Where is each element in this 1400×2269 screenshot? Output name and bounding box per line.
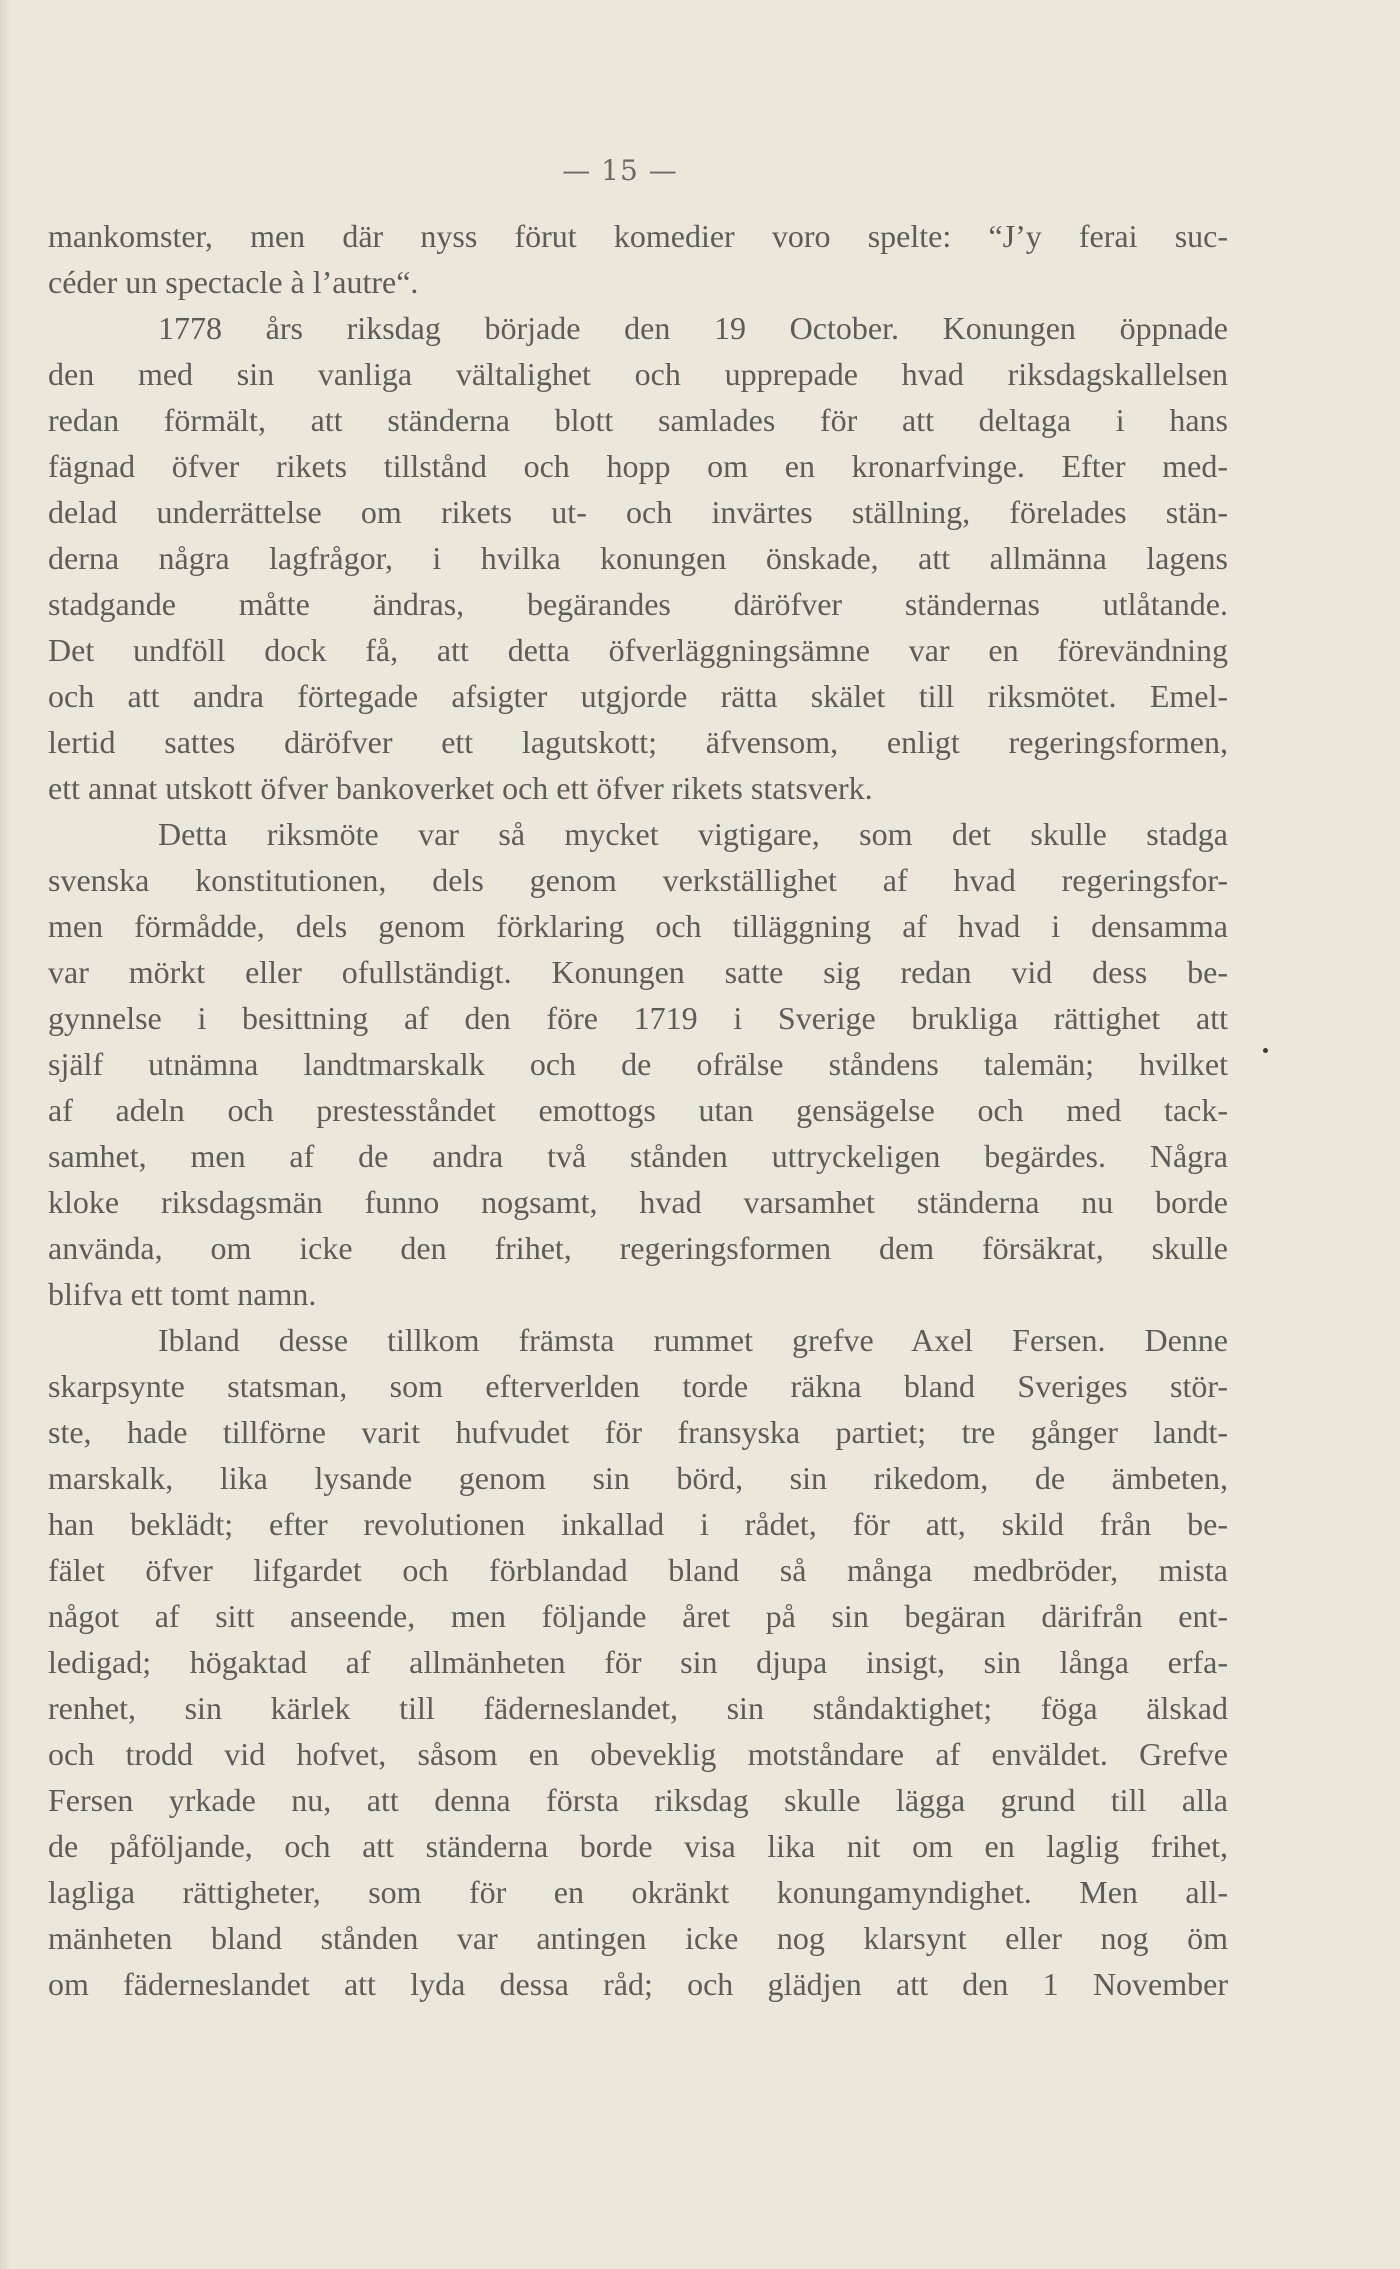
text-line: marskalk, lika lysande genom sin börd, sin rikedom, de ämbeten, (48, 1460, 1228, 1496)
text-line: och trodd vid hofvet, såsom en obeveklig motståndare af enväldet. Grefve (48, 1736, 1228, 1772)
text-line: och att andra förtegade afsigter utgjorde rätta skälet till riksmötet. Emel- (48, 678, 1228, 714)
text-line: stadgande måtte ändras, begärandes däröfver ständernas utlåtande. (48, 586, 1228, 622)
text-line: den med sin vanliga vältalighet och upprepade hvad riksdagskallelsen (48, 356, 1228, 392)
body-text (48, 213, 1228, 2007)
text-line: använda, om icke den frihet, regeringsformen dem försäkrat, skulle (48, 1230, 1228, 1266)
text-line: lagliga rättigheter, som för en okränkt konungamyndighet. Men all- (48, 1874, 1228, 1910)
page-edge-shadow (0, 0, 12, 2269)
text-line: själf utnämna landtmarskalk och de ofrälse ståndens talemän; hvilket (48, 1046, 1228, 1082)
text-line: blifva ett tomt namn. (48, 1276, 317, 1312)
text-line: derna några lagfrågor, i hvilka konungen önskade, att allmänna lagens (48, 540, 1228, 576)
text-line: något af sitt anseende, men följande året på sin begäran därifrån ent- (48, 1598, 1228, 1634)
page-number: — 15 — (562, 154, 678, 187)
text-line: céder un spectacle à l’autre“. (48, 264, 419, 300)
text-line: Det undföll dock få, att detta öfverläggningsämne var en förevändning (48, 632, 1228, 668)
text-line: ledigad; högaktad af allmänheten för sin djupa insigt, sin långa erfa- (48, 1644, 1228, 1680)
text-line: mankomster, men där nyss förut komedier voro spelte: “J’y ferai suc- (48, 218, 1228, 254)
text-line: lertid sattes däröfver ett lagutskott; äfvensom, enligt regeringsformen, (48, 724, 1228, 760)
text-line: fälet öfver lifgardet och förblandad bland så många medbröder, mista (48, 1552, 1228, 1588)
text-line: skarpsynte statsman, som efterverlden torde räkna bland Sveriges stör- (48, 1368, 1228, 1404)
text-line: om fäderneslandet att lyda dessa råd; och glädjen att den 1 November (48, 1966, 1228, 2002)
ink-speck (1263, 1048, 1268, 1053)
text-line: samhet, men af de andra två stånden uttryckeligen begärdes. Några (48, 1138, 1228, 1174)
text-line: ste, hade tillförne varit hufvudet för fransyska partiet; tre gånger landt- (48, 1414, 1228, 1450)
text-line: Detta riksmöte var så mycket vigtigare, som det skulle stadga (158, 816, 1228, 852)
text-line: af adeln och prestesståndet emottogs utan gensägelse och med tack- (48, 1092, 1228, 1128)
text-line: renhet, sin kärlek till fäderneslandet, sin ståndaktighet; föga älskad (48, 1690, 1228, 1726)
text-line: redan förmält, att ständerna blott samlades för att deltaga i hans (48, 402, 1228, 438)
text-line: kloke riksdagsmän funno nogsamt, hvad varsamhet ständerna nu borde (48, 1184, 1228, 1220)
text-line: var mörkt eller ofullständigt. Konungen satte sig redan vid dess be- (48, 954, 1228, 990)
text-line: Ibland desse tillkom främsta rummet grefve Axel Fersen. Denne (158, 1322, 1228, 1358)
text-line: de påföljande, och att ständerna borde visa lika nit om en laglig frihet, (48, 1828, 1228, 1864)
text-line: svenska konstitutionen, dels genom verkställighet af hvad regeringsfor- (48, 862, 1228, 898)
text-line: ett annat utskott öfver bankoverket och ett öfver rikets statsverk. (48, 770, 873, 806)
text-line: delad underrättelse om rikets ut- och invärtes ställning, förelades stän- (48, 494, 1228, 530)
text-line: men förmådde, dels genom förklaring och tilläggning af hvad i densamma (48, 908, 1228, 944)
text-line: fägnad öfver rikets tillstånd och hopp om en kronarfvinge. Efter med- (48, 448, 1228, 484)
text-line: gynnelse i besittning af den före 1719 i Sverige brukliga rättighet att (48, 1000, 1228, 1036)
text-line: han beklädt; efter revolutionen inkallad i rådet, för att, skild från be- (48, 1506, 1228, 1542)
text-line: Fersen yrkade nu, att denna första riksdag skulle lägga grund till alla (48, 1782, 1228, 1818)
text-line: mänheten bland stånden var antingen icke nog klarsynt eller nog öm (48, 1920, 1228, 1956)
text-line: 1778 års riksdag började den 19 October. Konungen öppnade (158, 310, 1228, 346)
